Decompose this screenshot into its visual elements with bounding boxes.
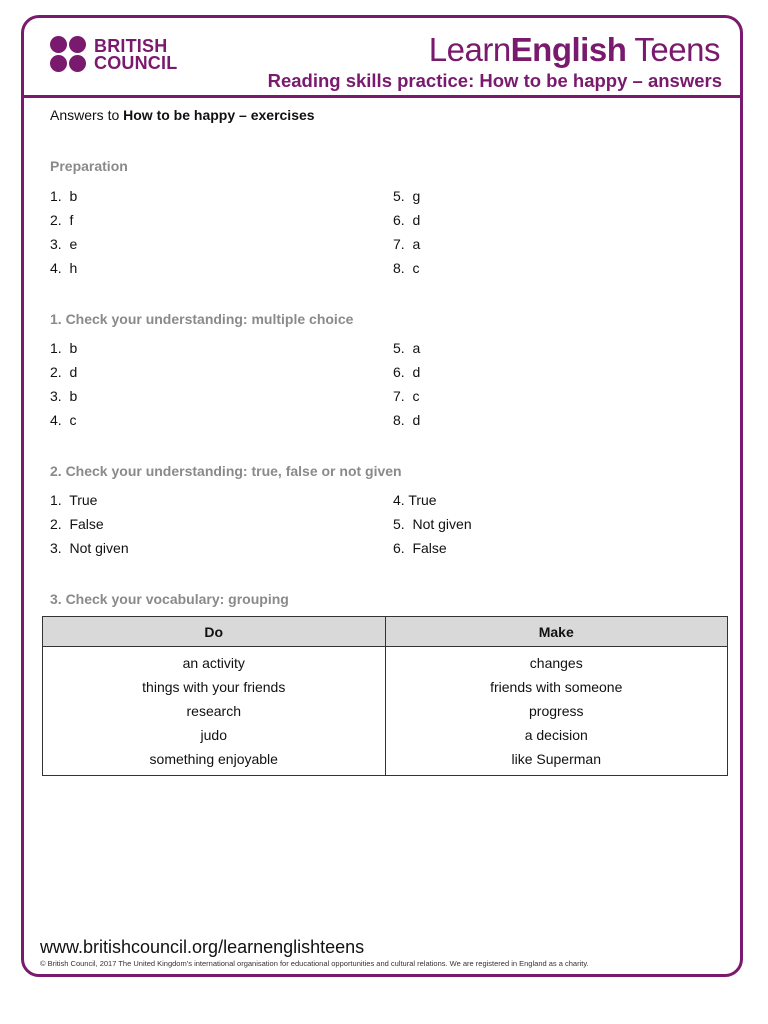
british-council-logo: [50, 36, 177, 74]
brand-teens: Teens: [626, 31, 720, 68]
table-cell: things with your friends: [43, 675, 386, 699]
answer-item: 7. a: [393, 236, 421, 252]
learnenglish-teens-brand: [429, 30, 720, 70]
table-cell: friends with someone: [385, 675, 728, 699]
table-row: [43, 723, 728, 747]
brand-english: English: [510, 31, 627, 68]
answer-item: 2. f: [50, 212, 74, 228]
answer-item: 1. b: [50, 188, 78, 204]
footer-copyright: © British Council, 2017 The United Kingdom’s international organisation for educational opportunities and cultural relations. We are registered in England as a charity.: [40, 959, 589, 968]
header-divider: [21, 95, 743, 98]
intro-bold: How to be happy – exercises: [123, 107, 315, 123]
table-cell: a decision: [385, 723, 728, 747]
answer-item: 3. e: [50, 236, 78, 252]
vocabulary-table: [42, 616, 728, 776]
answer-item: 6. d: [393, 212, 421, 228]
answer-item: 5. a: [393, 340, 421, 356]
answer-item: 1. b: [50, 340, 78, 356]
section-title-true-false: 2. Check your understanding: true, false or not given: [50, 463, 402, 479]
section-title-preparation: Preparation: [50, 158, 128, 174]
answer-item: 3. b: [50, 388, 78, 404]
answer-item: 4. True: [393, 492, 437, 508]
section-title-vocabulary: 3. Check your vocabulary: grouping: [50, 591, 289, 607]
page-frame: [21, 15, 743, 977]
answer-item: 6. d: [393, 364, 421, 380]
intro-prefix: Answers to: [50, 107, 124, 123]
answer-item: 5. g: [393, 188, 421, 204]
table-cell: changes: [385, 647, 728, 676]
logo-wordmark: [94, 38, 177, 72]
table-cell: something enjoyable: [43, 747, 386, 776]
table-row: [43, 747, 728, 776]
answer-item: 8. d: [393, 412, 421, 428]
document-title: Reading skills practice: How to be happy – answers: [267, 70, 722, 91]
answer-item: 2. d: [50, 364, 78, 380]
section-title-multiple-choice: 1. Check your understanding: multiple choice: [50, 311, 354, 327]
table-cell: research: [43, 699, 386, 723]
answer-item: 3. Not given: [50, 540, 129, 556]
table-cell: like Superman: [385, 747, 728, 776]
logo-dots-icon: [50, 36, 88, 74]
footer-url-link[interactable]: www.britishcouncil.org/learnenglishteens: [40, 937, 365, 957]
answer-item: 1. True: [50, 492, 98, 508]
answer-item: 6. False: [393, 540, 447, 556]
answer-item: 5. Not given: [393, 516, 472, 532]
column-header-do: Do: [43, 617, 386, 647]
answer-item: 2. False: [50, 516, 104, 532]
logo-line-1: BRITISH: [94, 36, 168, 56]
table-header-row: [43, 617, 728, 647]
intro-line: [50, 107, 315, 123]
table-cell: an activity: [43, 647, 386, 676]
table-cell: judo: [43, 723, 386, 747]
table-row: [43, 699, 728, 723]
answer-item: 4. h: [50, 260, 78, 276]
table-row: [43, 675, 728, 699]
column-header-make: Make: [385, 617, 728, 647]
brand-learn: Learn: [428, 31, 511, 68]
table-cell: progress: [385, 699, 728, 723]
answer-item: 7. c: [393, 388, 420, 404]
answer-item: 4. c: [50, 412, 77, 428]
logo-line-2: COUNCIL: [94, 53, 178, 73]
answer-item: 8. c: [393, 260, 420, 276]
table-row: [43, 647, 728, 676]
